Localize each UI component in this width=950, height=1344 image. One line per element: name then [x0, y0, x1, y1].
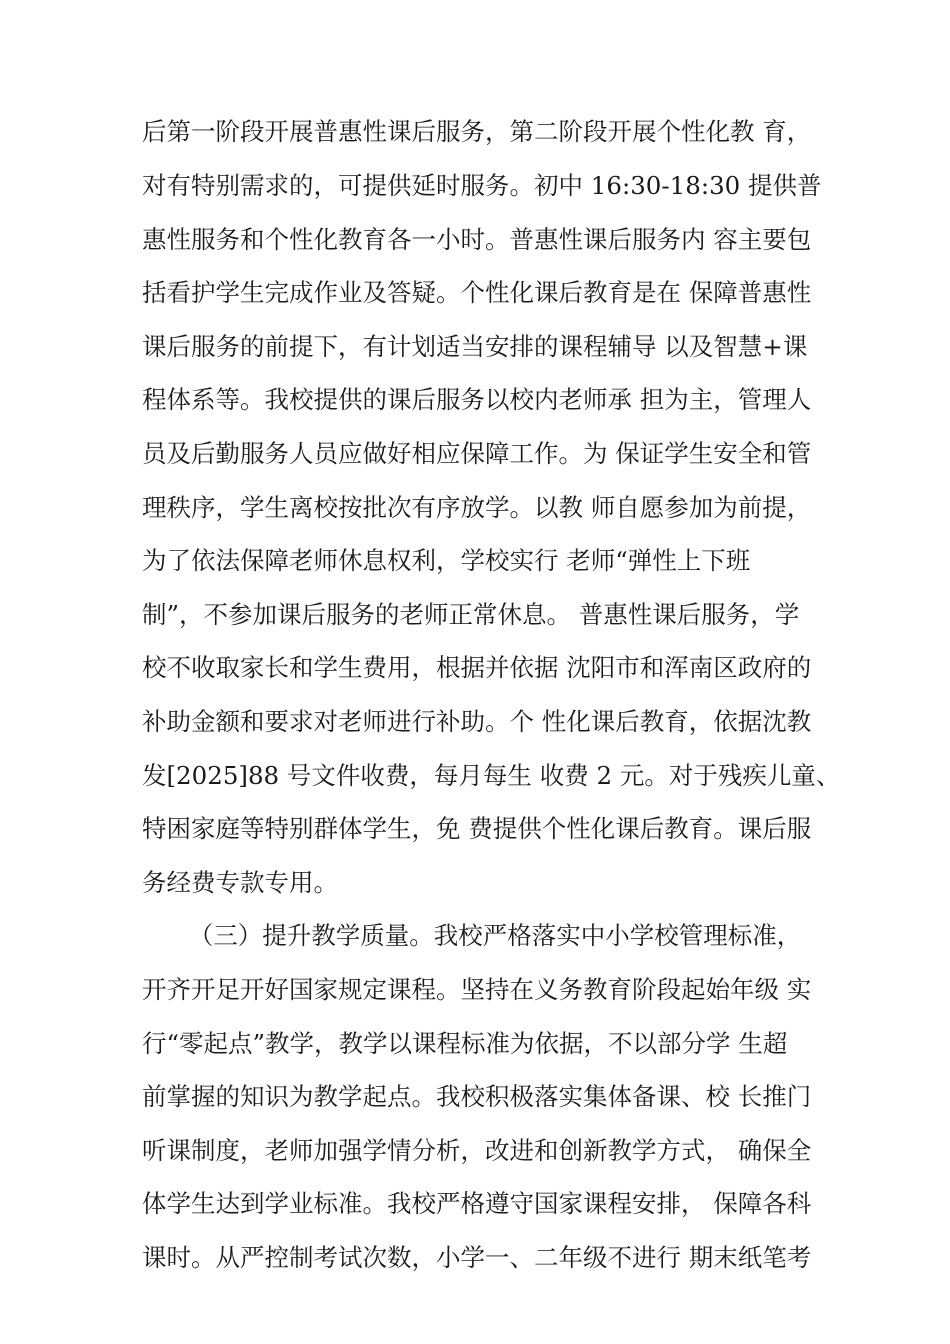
- text-line: （三）提升教学质量。我校严格落实中小学校管理标准，: [142, 921, 802, 950]
- text-line: 惠性服务和个性化教育各一小时。普惠性课后服务内 容主要包: [142, 225, 812, 254]
- text-line: 课后服务的前提下，有计划适当安排的课程辅导 以及智慧+课: [142, 332, 808, 361]
- text-line: 员及后勤服务人员应做好相应保障工作。为 保证学生安全和管: [142, 439, 812, 468]
- text-line: 特困家庭等特别群体学生，免 费提供个性化课后教育。课后服: [142, 814, 812, 843]
- text-line: 务经费专款专用。: [142, 868, 338, 897]
- text-line: 前掌握的知识为教学起点。我校积极落实集体备课、校 长推门: [142, 1082, 812, 1111]
- text-line: 制”，不参加课后服务的老师正常休息。 普惠性课后服务，学: [142, 600, 800, 629]
- text-line: 校不收取家长和学生费用，根据并依据 沈阳市和浑南区政府的: [142, 653, 812, 682]
- text-line: 听课制度，老师加强学情分析，改进和创新教学方式， 确保全: [142, 1136, 812, 1165]
- text-line: 开齐开足开好国家规定课程。坚持在义务教育阶段起始年级 实: [142, 975, 812, 1004]
- text-line: 后第一阶段开展普惠性课后服务，第二阶段开展个性化教 育，: [142, 117, 812, 146]
- text-line: 为了依法保障老师休息权利，学校实行 老师“弹性上下班: [142, 546, 751, 575]
- text-line: 行“零起点”教学，教学以课程标准为依据，不以部分学 生超: [142, 1029, 788, 1058]
- body-text: [142, 0, 841, 1272]
- text-line: 补助金额和要求对老师进行补助。个 性化课后教育，依据沈教: [142, 707, 812, 736]
- text-line: 理秩序，学生离校按批次有序放学。以教 师自愿参加为前提，: [142, 493, 812, 522]
- text-line: 程体系等。我校提供的课后服务以校内老师承 担为主，管理人: [142, 385, 812, 414]
- text-line: 课时。从严控制考试次数，小学一、二年级不进行 期末纸笔考: [142, 1243, 812, 1272]
- text-line: 对有特别需求的，可提供延时服务。初中 16:30-18:30 提供普: [142, 171, 822, 200]
- text-line: 体学生达到学业标准。我校严格遵守国家课程安排， 保障各科: [142, 1189, 812, 1218]
- text-line: 括看护学生完成作业及答疑。个性化课后教育是在 保障普惠性: [142, 278, 812, 307]
- text-line: 发[2025]88 号文件收费，每月每生 收费 2 元。对于残疾儿童、: [142, 761, 841, 790]
